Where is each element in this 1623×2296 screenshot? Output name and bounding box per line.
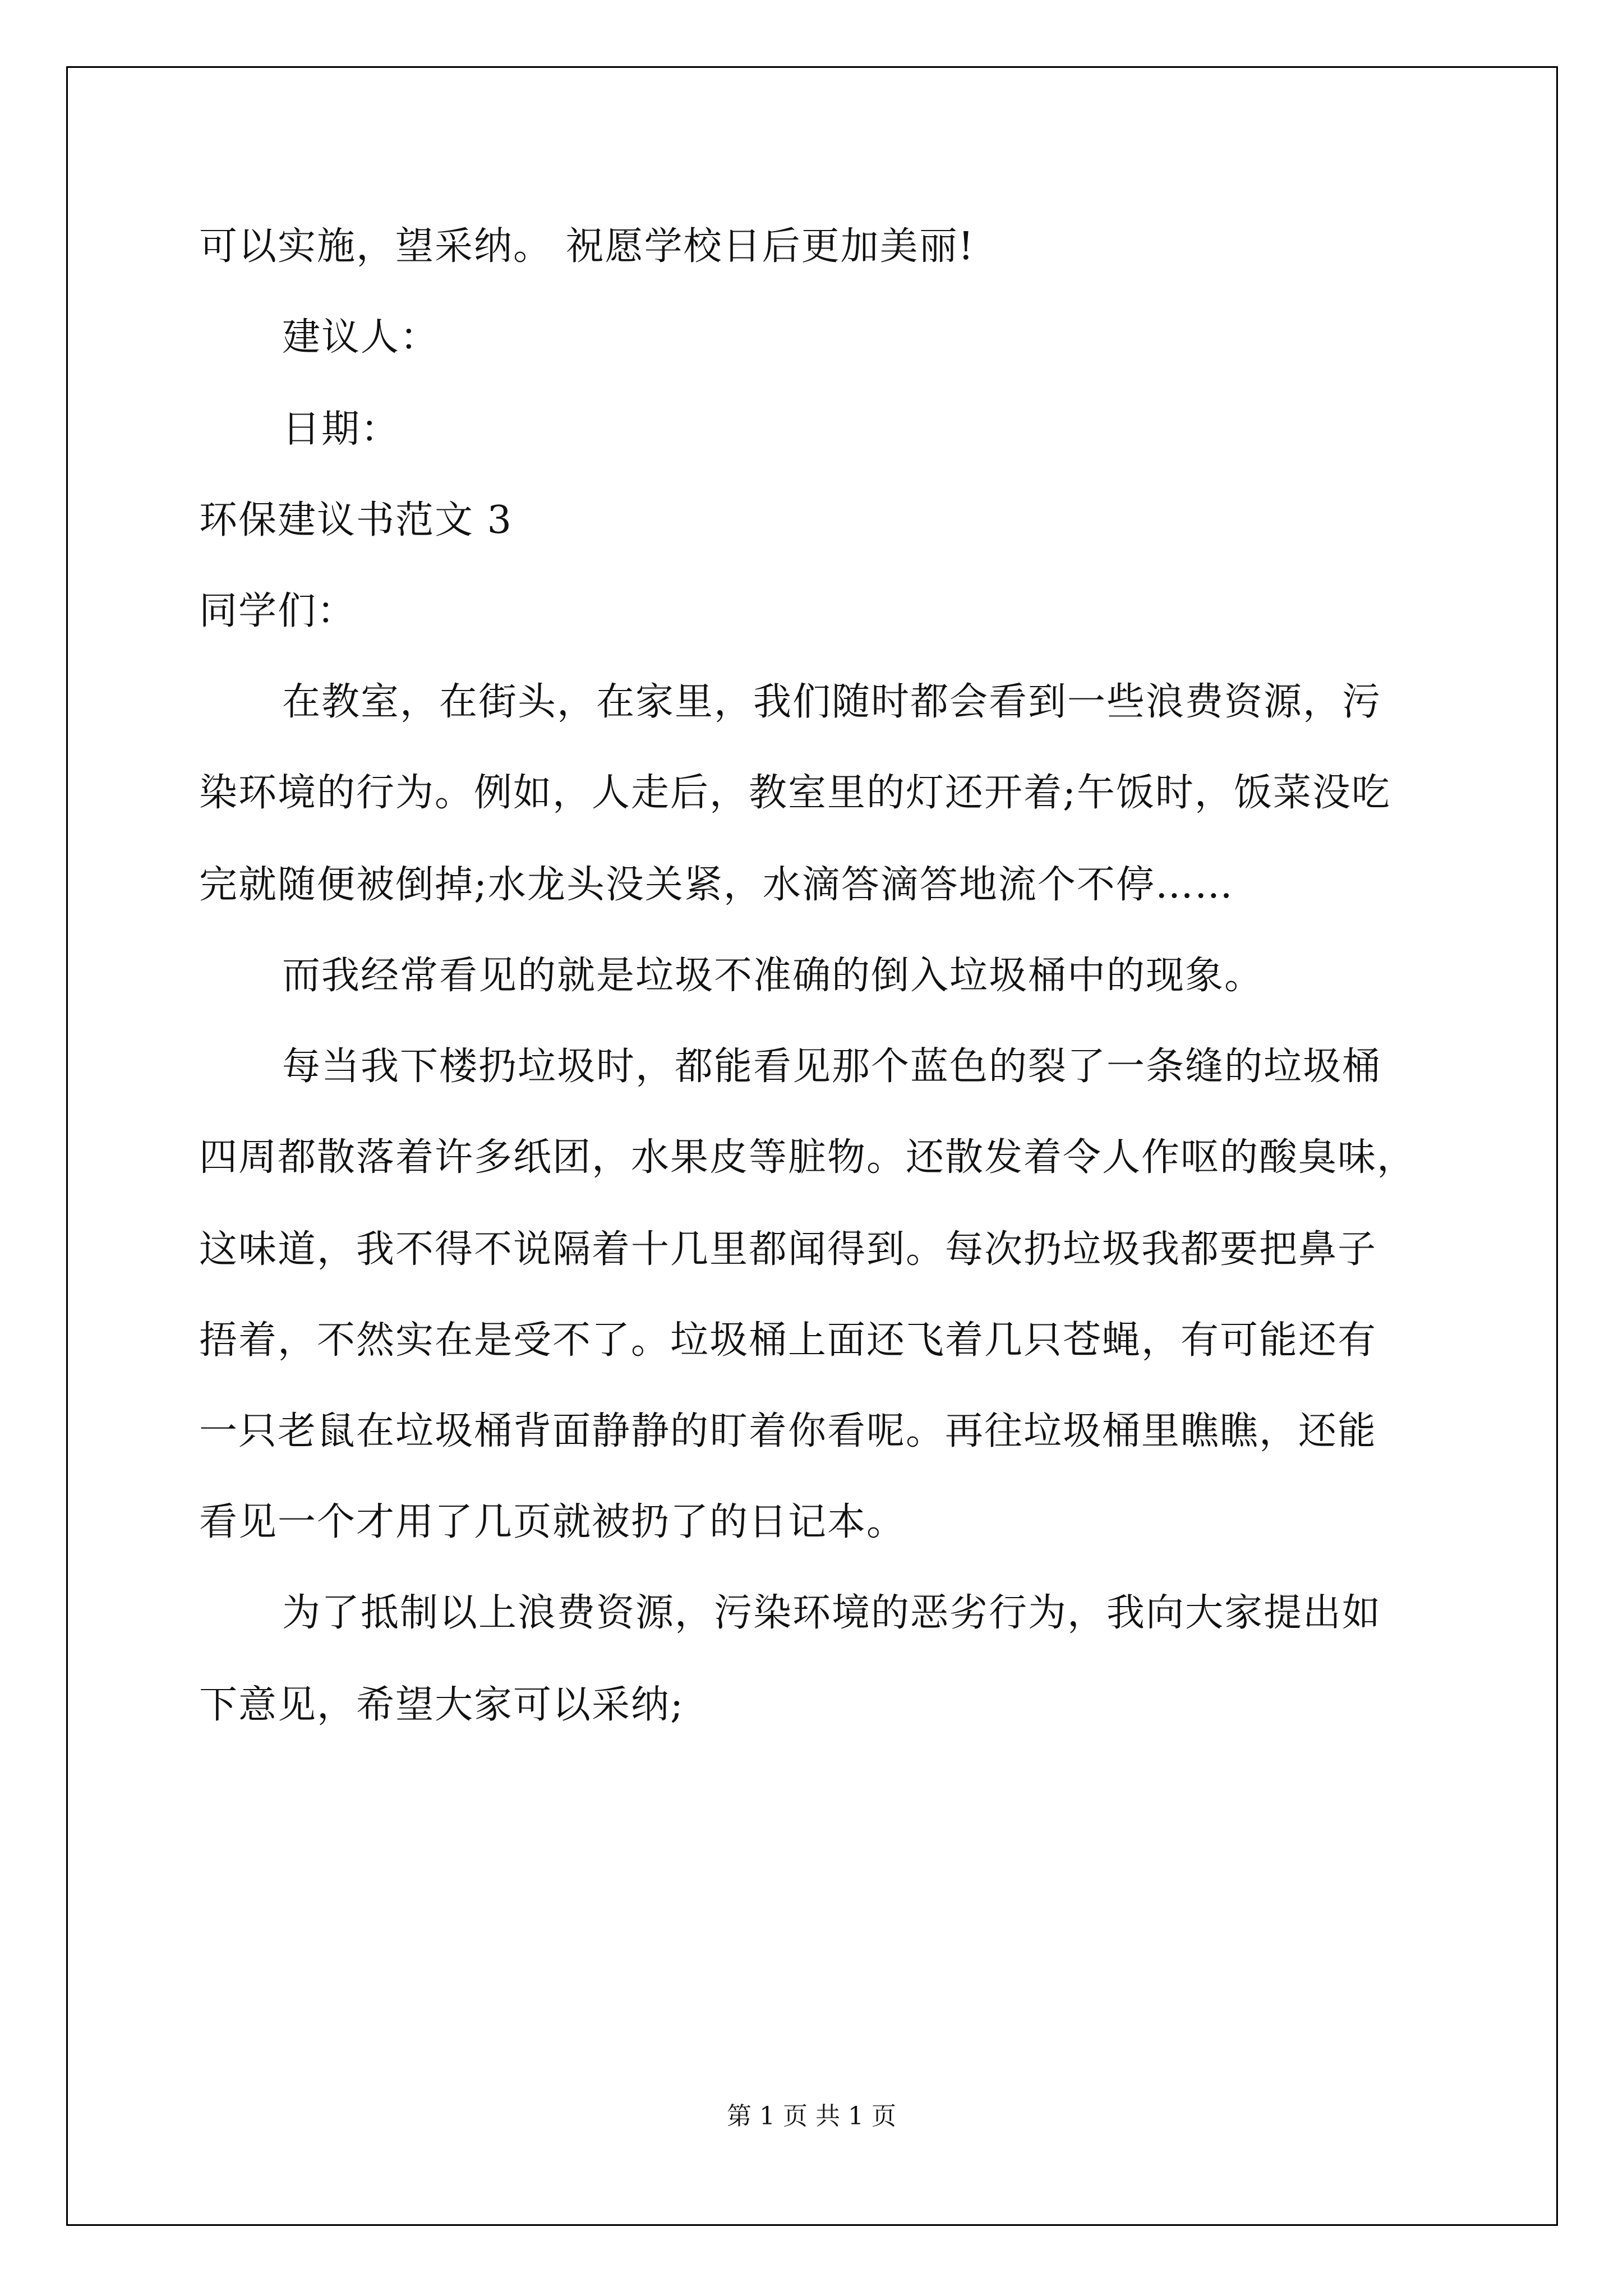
paragraph-line: 一只老鼠在垃圾桶背面静静的盯着你看呢。再往垃圾桶里瞧瞧，还能 — [199, 1409, 1377, 1453]
section-title: 环保建议书范文 3 — [199, 498, 513, 542]
paragraph-line: 看见一个才用了几页就被扔了的日记本。 — [199, 1500, 906, 1544]
paragraph-line: 为了抵制以上浪费资源，污染环境的恶劣行为，我向大家提出如 — [282, 1591, 1382, 1635]
signature-label: 建议人： — [282, 315, 440, 360]
paragraph-line: 在教室，在街头，在家里，我们随时都会看到一些浪费资源，污 — [282, 680, 1382, 724]
page-indicator: 第 1 页 共 1 页 — [727, 2102, 896, 2131]
paragraph-line: 捂着，不然实在是受不了。垃圾桶上面还飞着几只苍蝇，有可能还有 — [199, 1318, 1377, 1363]
paragraph-line: 这味道，我不得不说隔着十几里都闻得到。每次扔垃圾我都要把鼻子 — [199, 1227, 1377, 1272]
paragraph-line: 而我经常看见的就是垃圾不准确的倒入垃圾桶中的现象。 — [282, 954, 1264, 998]
paragraph-line: 染环境的行为。例如，人走后，教室里的灯还开着;午饭时，饭菜没吃 — [199, 771, 1391, 815]
date-label: 日期： — [282, 407, 400, 452]
paragraph-line: 下意见，希望大家可以采纳; — [199, 1683, 684, 1727]
paragraph-line: 可以实施，望采纳。 祝愿学校日后更加美丽! — [199, 224, 975, 269]
paragraph-line: 完就随便被倒掉;水龙头没关紧，水滴答滴答地流个不停…… — [199, 863, 1234, 907]
salutation: 同学们： — [199, 589, 357, 633]
paragraph-line: 四周都散落着许多纸团，水果皮等脏物。还散发着令人作呕的酸臭味， — [199, 1135, 1417, 1180]
paragraph-line: 每当我下楼扔垃圾时，都能看见那个蓝色的裂了一条缝的垃圾桶 — [282, 1045, 1382, 1089]
